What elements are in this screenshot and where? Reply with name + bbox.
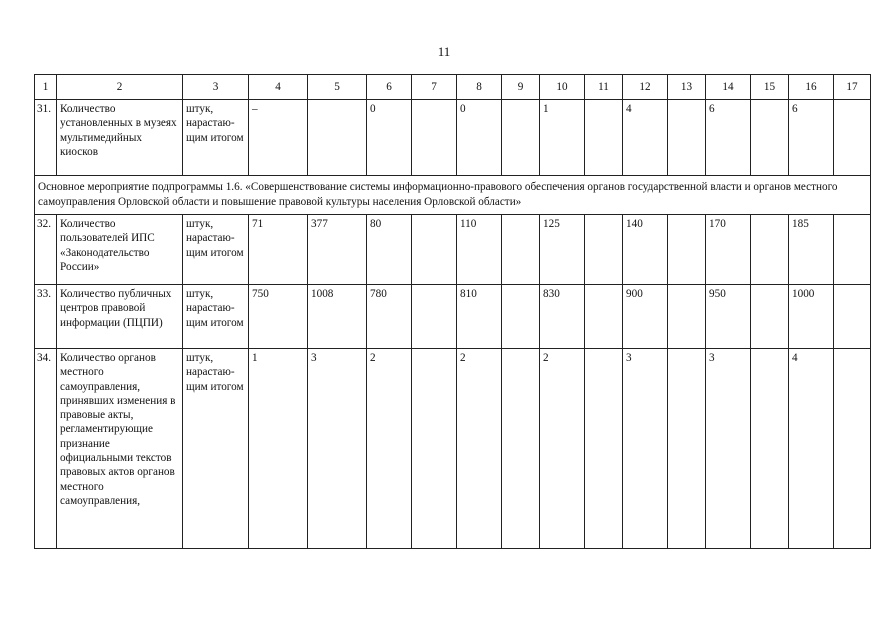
- indicator-name: Количество установленных в музеях мультимедийных киосков: [57, 100, 183, 176]
- value-cell: 780: [367, 285, 412, 349]
- column-number-row: [35, 75, 871, 100]
- row-number: 34.: [35, 349, 57, 549]
- value-cell: 950: [706, 285, 751, 349]
- value-cell: [668, 349, 706, 549]
- unit-of-measure: штук, нарастаю-щим итогом: [183, 349, 249, 549]
- row-number: 32.: [35, 215, 57, 285]
- value-cell: 140: [623, 215, 668, 285]
- value-cell: 900: [623, 285, 668, 349]
- column-header: 7: [412, 75, 457, 100]
- indicators-table: [34, 74, 871, 549]
- value-cell: [751, 285, 789, 349]
- value-cell: [585, 285, 623, 349]
- value-cell: 4: [789, 349, 834, 549]
- value-cell: 3: [623, 349, 668, 549]
- column-header: 13: [668, 75, 706, 100]
- value-cell: 185: [789, 215, 834, 285]
- value-cell: [502, 100, 540, 176]
- value-cell: 0: [367, 100, 412, 176]
- value-cell: [502, 285, 540, 349]
- value-cell: [668, 100, 706, 176]
- table-row: [35, 100, 871, 176]
- value-cell: 377: [308, 215, 367, 285]
- value-cell: [668, 285, 706, 349]
- value-cell: [412, 285, 457, 349]
- value-cell: 80: [367, 215, 412, 285]
- value-cell: 2: [540, 349, 585, 549]
- column-header: 3: [183, 75, 249, 100]
- value-cell: [412, 215, 457, 285]
- value-cell: 6: [789, 100, 834, 176]
- column-header: 5: [308, 75, 367, 100]
- value-cell: 3: [706, 349, 751, 549]
- value-cell: 71: [249, 215, 308, 285]
- value-cell: 6: [706, 100, 751, 176]
- page-number: 11: [437, 44, 451, 59]
- value-cell: [412, 100, 457, 176]
- value-cell: 3: [308, 349, 367, 549]
- indicator-name: Количество публичных центров правовой информации (ПЦПИ): [57, 285, 183, 349]
- value-cell: [834, 285, 871, 349]
- table-row: [35, 349, 871, 549]
- column-header: 1: [35, 75, 57, 100]
- value-cell: 750: [249, 285, 308, 349]
- value-cell: [412, 349, 457, 549]
- value-cell: [751, 215, 789, 285]
- indicator-name: Количество пользователей ИПС «Законодательство России»: [57, 215, 183, 285]
- value-cell: –: [249, 100, 308, 176]
- value-cell: 830: [540, 285, 585, 349]
- value-cell: [834, 100, 871, 176]
- value-cell: 125: [540, 215, 585, 285]
- row-number: 31.: [35, 100, 57, 176]
- column-header: 2: [57, 75, 183, 100]
- column-header: 9: [502, 75, 540, 100]
- unit-of-measure: штук, нарастаю-щим итогом: [183, 100, 249, 176]
- value-cell: 170: [706, 215, 751, 285]
- value-cell: [585, 215, 623, 285]
- value-cell: [585, 349, 623, 549]
- value-cell: 4: [623, 100, 668, 176]
- value-cell: [834, 349, 871, 549]
- value-cell: [751, 349, 789, 549]
- column-header: 8: [457, 75, 502, 100]
- value-cell: [308, 100, 367, 176]
- column-header: 16: [789, 75, 834, 100]
- section-title: Основное мероприятие подпрограммы 1.6. «Совершенствование системы информационно-правового обеспечения органов государственной власти и органов местного самоуправления Орловской области и повышение правовой культуры населения Орловской области»: [35, 176, 871, 215]
- unit-of-measure: штук, нарастаю-щим итогом: [183, 285, 249, 349]
- value-cell: [751, 100, 789, 176]
- value-cell: 0: [457, 100, 502, 176]
- value-cell: 810: [457, 285, 502, 349]
- value-cell: 110: [457, 215, 502, 285]
- column-header: 4: [249, 75, 308, 100]
- value-cell: 2: [457, 349, 502, 549]
- value-cell: [668, 215, 706, 285]
- column-header: 14: [706, 75, 751, 100]
- table-row: [35, 285, 871, 349]
- value-cell: 2: [367, 349, 412, 549]
- table-row: [35, 215, 871, 285]
- value-cell: 1008: [308, 285, 367, 349]
- column-header: 10: [540, 75, 585, 100]
- value-cell: [502, 215, 540, 285]
- column-header: 17: [834, 75, 871, 100]
- value-cell: [834, 215, 871, 285]
- value-cell: 1: [540, 100, 585, 176]
- value-cell: [502, 349, 540, 549]
- unit-of-measure: штук, нарастаю-щим итогом: [183, 215, 249, 285]
- column-header: 6: [367, 75, 412, 100]
- row-number: 33.: [35, 285, 57, 349]
- value-cell: [585, 100, 623, 176]
- indicator-name: Количество органов местного самоуправления, принявших изменения в правовые акты, регламентирующие признание официальными текстов правовых актов органов местного самоуправления,: [57, 349, 183, 549]
- column-header: 11: [585, 75, 623, 100]
- column-header: 15: [751, 75, 789, 100]
- value-cell: 1: [249, 349, 308, 549]
- value-cell: 1000: [789, 285, 834, 349]
- section-row: [35, 176, 871, 215]
- column-header: 12: [623, 75, 668, 100]
